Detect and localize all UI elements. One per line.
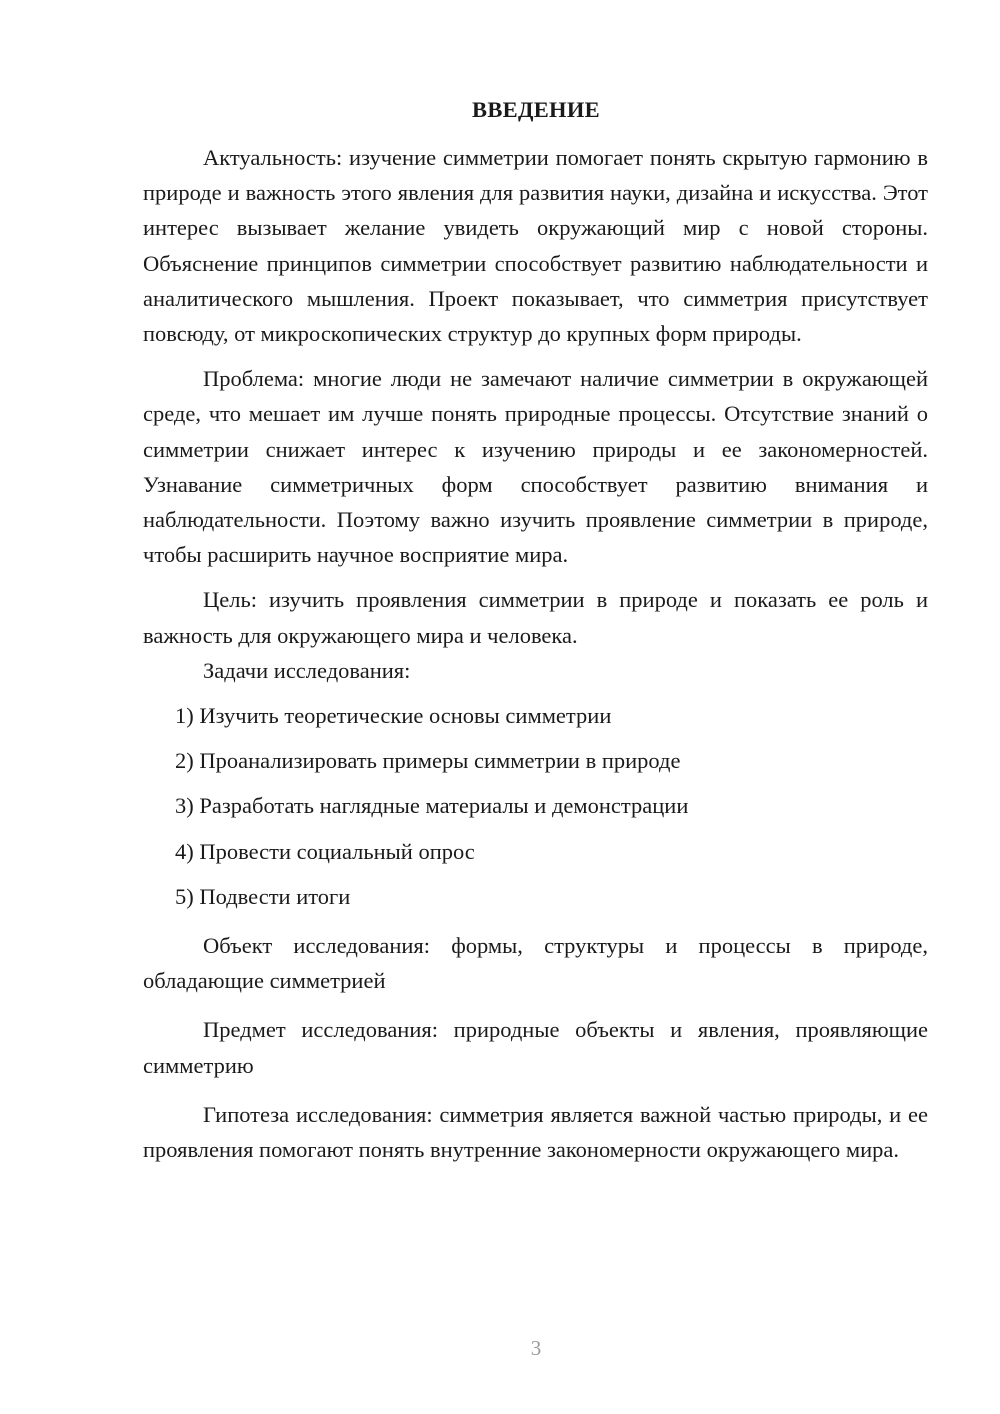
page-number: 3 [530,1336,542,1360]
paragraph-subject: Предмет исследования: природные объекты и явления, проявляющие симметрию [143,1017,928,1078]
list-item: 1) Изучить теоретические основы симметрии [175,703,612,729]
paragraph-object: Объект исследования: формы, структуры и процессы в природе, обладающие симметрией [143,933,928,994]
document-body [143,140,928,1167]
list-item: 3) Разработать наглядные материалы и демонстрации [175,793,689,819]
list-item: 2) Проанализировать примеры симметрии в природе [175,748,681,774]
list-item: 5) Подвести итоги [175,883,351,909]
paragraph-problem: Проблема: многие люди не замечают наличие симметрии в окружающей среде, что мешает им лучше понять природные процессы. Отсутствие знаний о симметрии снижает интерес к изучению природы и ее закономерностей. Узнавание симметричных форм способствует развитию внимания и наблюдательности. Поэтому важно изучить проявление симметрии в природе, чтобы расширить научное восприятие мира. [143,366,928,568]
list-item: 4) Провести социальный опрос [175,838,475,864]
tasks-list [143,698,928,914]
page-title: ВВЕДЕНИЕ [472,97,600,122]
paragraph-goal: Цель: изучить проявления симметрии в природе и показать ее роль и важность для окружающего мира и человека. [143,587,928,648]
paragraph-relevance: Актуальность: изучение симметрии помогает понять скрытую гармонию в природе и важность этого явления для развития науки, дизайна и искусства. Этот интерес вызывает желание увидеть окружающий мир с новой стороны. Объяснение принципов симметрии способствует развитию наблюдательности и аналитического мышления. Проект показывает, что симметрия присутствует повсюду, от микроскопических структур до крупных форм природы. [143,145,928,347]
paragraph-hypothesis: Гипотеза исследования: симметрия является важной частью природы, и ее проявления помогают понять внутренние закономерности окружающего мира. [143,1101,928,1163]
tasks-heading: Задачи исследования: [203,657,411,683]
